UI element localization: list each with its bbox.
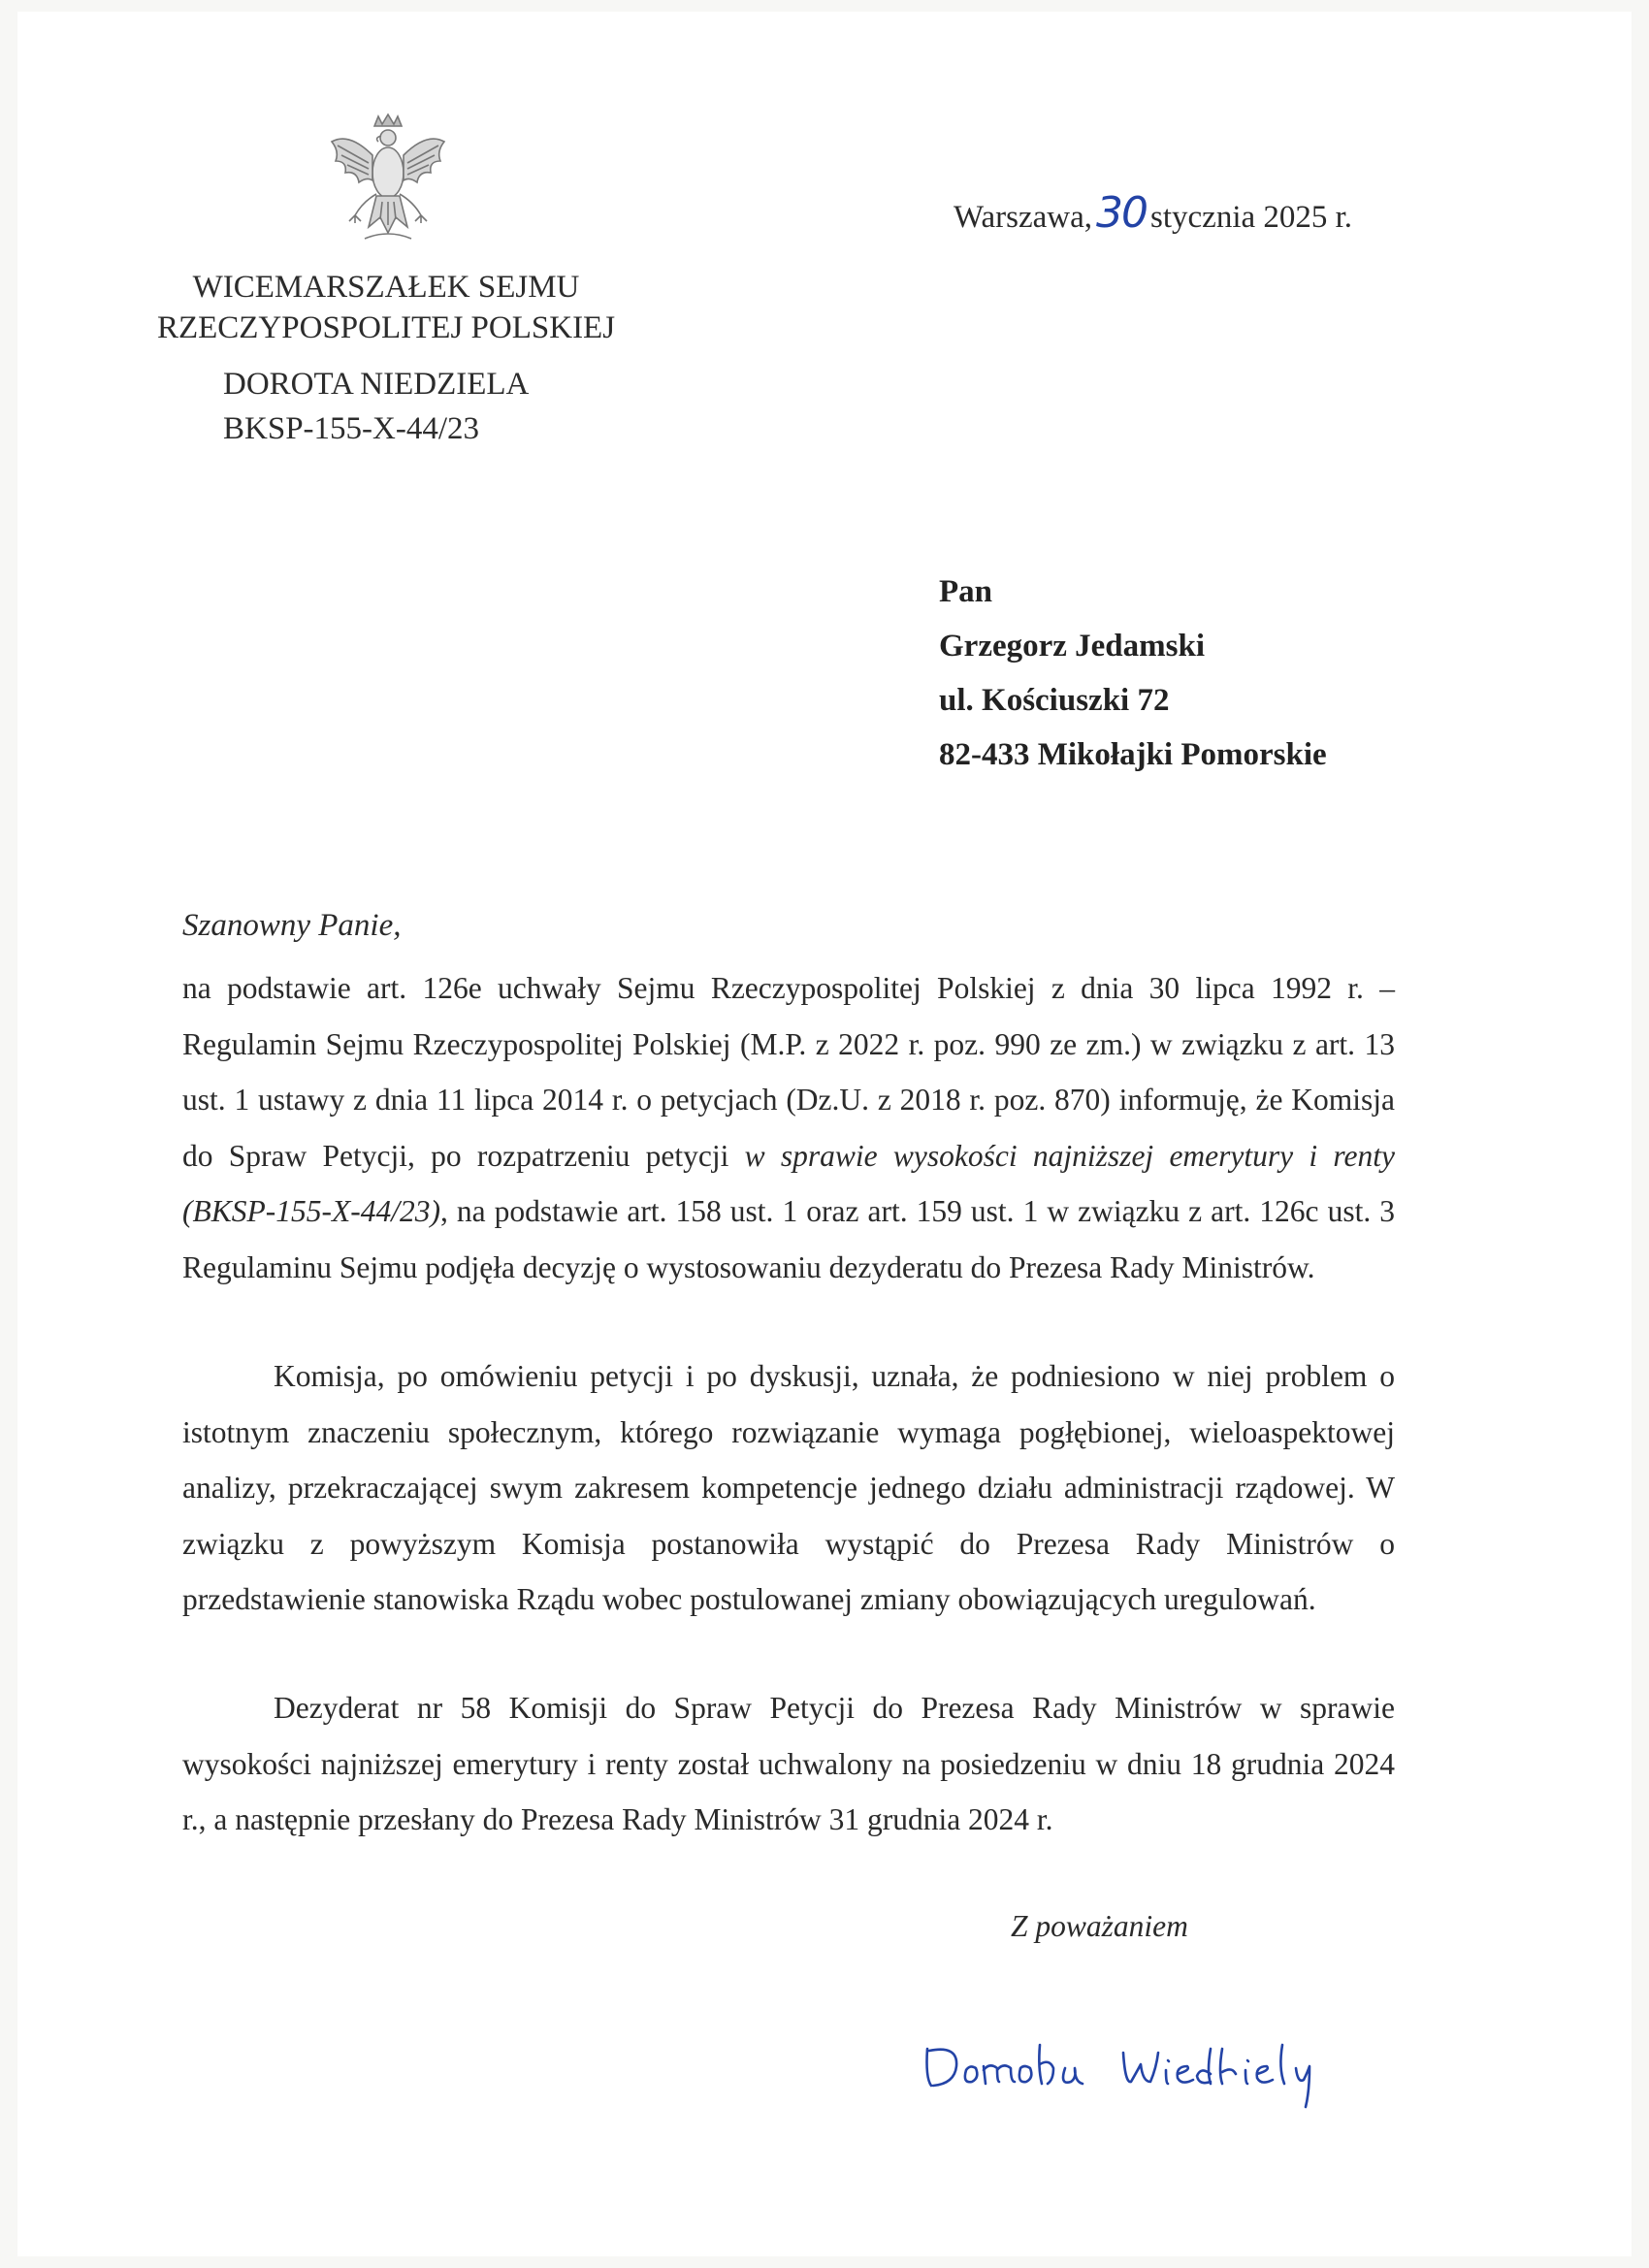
petition-subject: w sprawie wysokości najniższej emerytury i renty (BKSP-155-X-44/23) [182, 1138, 1395, 1229]
addressee-street: ul. Kościuszki 72 [939, 683, 1170, 718]
paragraph3-text: Dezyderat nr 58 Komisji do Spraw Petycji do Prezesa Rady Ministrów w sprawie wysokości najniższej emerytury i renty został uchwalony na posiedzeniu w dniu 18 grudnia 2024 r., a następnie przesłany do Prezesa Rady Ministrów 31 grudnia 2024 r. [182, 1691, 1395, 1837]
date-place: Warszawa, [954, 200, 1093, 235]
addressee-name: Grzegorz Jedamski [939, 629, 1206, 664]
office-title-line2: RZECZYPOSPOLITEJ POLSKIEJ [156, 310, 616, 345]
eagle-emblem-icon [326, 113, 450, 250]
salutation: Szanowny Panie, [182, 908, 402, 943]
date-rest: stycznia 2025 r. [1150, 200, 1353, 235]
office-title-line1: WICEMARSZAŁEK SEJMU [192, 270, 580, 305]
paragraph1-text-start: na podstawie art. 126e uchwały Sejmu Rzeczypospolitej Polskiej z dnia 30 lipca 1992 r. – Regulamin Sejmu Rzeczypospolitej Polskiej (M.P. z 2022 r. poz. 990 ze zm.) w związku z art. 13 ust. 1 ustawy z dnia 11 lipca 2014 r. o petycjach (Dz.U. z 2018 r. poz. 870) informuję, że Komisja do Spraw Petycji, po rozpatrzeniu petycji [182, 971, 1395, 1173]
handwritten-signature [920, 2010, 1366, 2117]
body-paragraph-3 [182, 1680, 1395, 1848]
reference-number: BKSP-155-X-44/23 [223, 411, 480, 446]
letter-date [954, 188, 1353, 239]
addressee-city: 82-433 Mikołajki Pomorskie [939, 737, 1327, 772]
paragraph1-text-end: , na podstawie art. 158 ust. 1 oraz art. 159 ust. 1 w związku z art. 126c ust. 3 Regulaminu Sejmu podjęła decyzję o wystosowaniu dezyderatu do Prezesa Rady Ministrów. [182, 1194, 1395, 1284]
body-paragraph-2 [182, 1348, 1395, 1628]
closing-phrase: Z poważaniem [1011, 1909, 1188, 1943]
sender-name: DOROTA NIEDZIELA [223, 367, 530, 402]
body-paragraph-1 [182, 960, 1395, 1296]
paragraph2-text: Komisja, po omówieniu petycji i po dyskusji, uznała, że podniesiono w niej problem o istotnym znaczeniu społecznym, którego rozwiązanie wymaga pogłębionej, wieloaspektowej analizy, przekraczającej swym zakresem kompetencje jednego działu administracji rządowej. W związku z powyższym Komisja postanowiła wystąpić do Prezesa Rady Ministrów o przedstawienie stanowiska Rządu wobec postulowanej zmiany obowiązujących uregulowań. [182, 1359, 1395, 1617]
letter-page [17, 12, 1632, 2256]
date-day-handwritten: 30 [1096, 188, 1148, 238]
addressee-title: Pan [939, 574, 993, 609]
